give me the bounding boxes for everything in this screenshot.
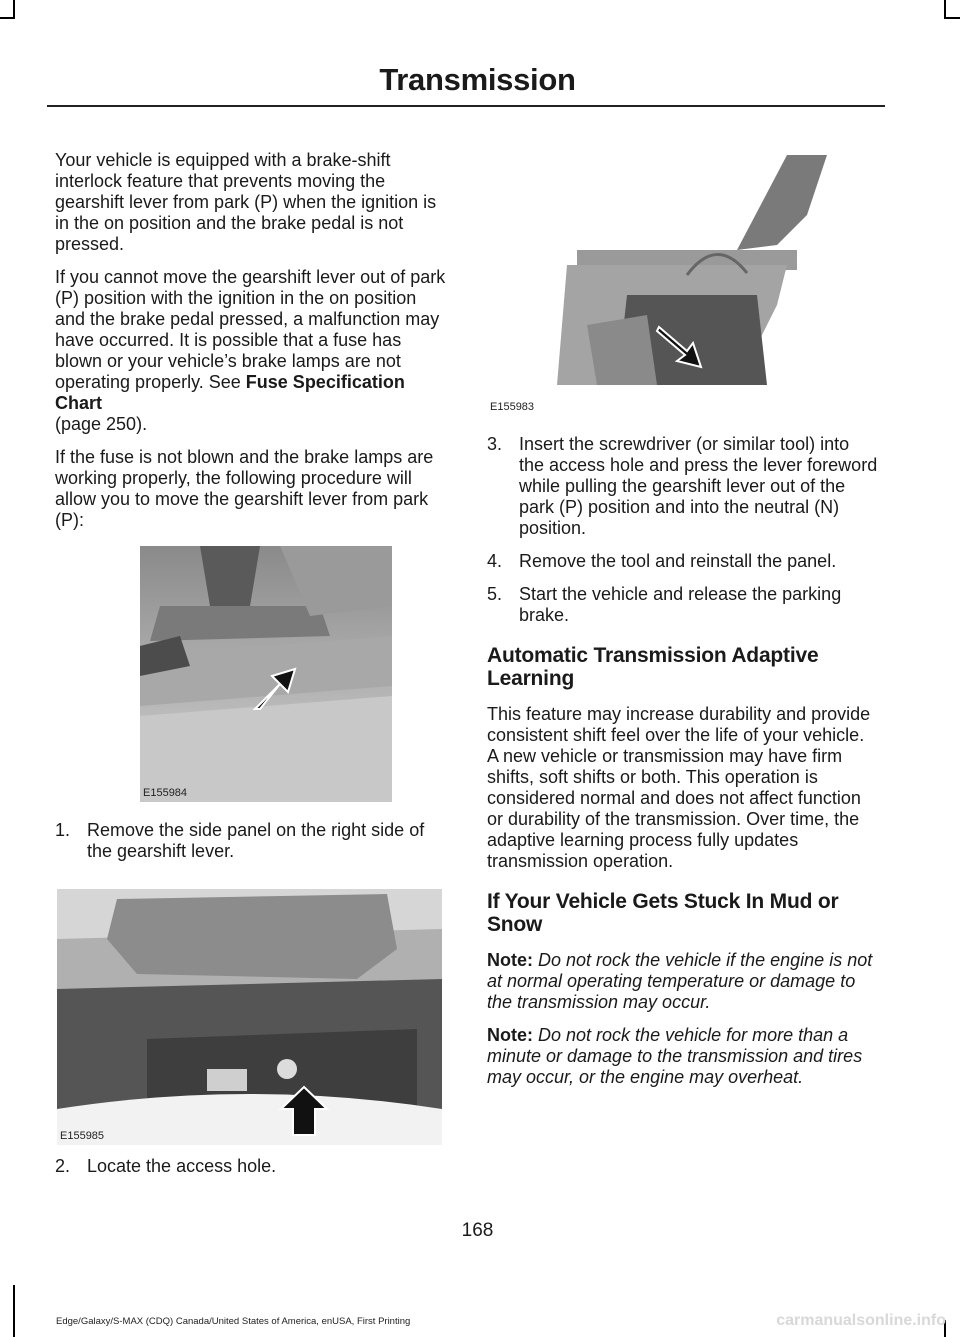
note-text: Do not rock the vehicle for more than a minute or damage to the transmission and tires may occur, or the engine may overheat.: [487, 1025, 863, 1087]
crop-mark: [944, 0, 946, 18]
step-text: Locate the access hole.: [87, 1156, 277, 1176]
note-label: Note:: [487, 1025, 533, 1045]
paragraph-adaptive-learning: This feature may increase durability and provide consistent shift feel over the life of your vehicle. A new vehicle or transmission may have firm shifts, soft shifts or both. This operation is considered normal and does not affect function or durability of the transmission. Over time, the adaptive learning process fully updates transmission operation.: [487, 704, 871, 871]
arrow-icon: [653, 319, 705, 371]
heading-adaptive-learning: Automatic Transmission Adaptive Learning: [487, 644, 819, 690]
note-2: [487, 1025, 879, 1088]
step-number: 3.: [487, 434, 503, 454]
step-number: 5.: [487, 584, 503, 604]
fuse-chart-link[interactable]: Fuse Specification Chart: [55, 372, 405, 413]
step-text: Remove the side panel on the right side of the gearshift lever.: [87, 820, 425, 861]
step-number: 2.: [55, 1156, 71, 1176]
crop-mark: [13, 1285, 15, 1337]
figure-access-hole: [57, 889, 442, 1145]
step-number: 4.: [487, 551, 503, 571]
arrow-icon: [250, 664, 300, 714]
arrow-icon: [279, 1085, 329, 1137]
step-5: [487, 584, 879, 626]
crop-mark: [13, 0, 15, 18]
paragraph-procedure: If the fuse is not blown and the brake lamps are working properly, the following procedure will allow you to move the gearshift lever from park (P):: [55, 447, 434, 530]
step-text: Insert the screwdriver (or similar tool) into the access hole and press the lever foreword while pulling the gearshift lever out of the park (P) position and into the neutral (N) position.: [519, 434, 878, 538]
step-number: 1.: [55, 820, 71, 840]
figure-label: E155985: [60, 1130, 105, 1142]
heading-stuck-in-mud: If Your Vehicle Gets Stuck In Mud or Snow: [487, 890, 839, 936]
note-label: Note:: [487, 950, 533, 970]
step-4: [487, 551, 879, 572]
figure-label: E155983: [490, 401, 535, 413]
left-column: [55, 150, 447, 543]
note-1: [487, 950, 879, 1013]
figure-label: E155984: [143, 787, 188, 799]
paragraph-malfunction: If you cannot move the gearshift lever out of park (P) position with the ignition in the on position and the brake pedal pressed, a malfunction may have occurred. It is possible that a fuse has blown or your vehicle’s brake lamps are not operating properly. See Fuse Specification Chart (page 250).: [55, 267, 446, 434]
step-3: [487, 434, 879, 539]
screwdriver-illustration: [487, 155, 877, 413]
watermark: carmanualsonline.info: [776, 1312, 946, 1329]
figure-side-panel: [140, 546, 392, 802]
note-text: Do not rock the vehicle if the engine is not at normal operating temperature or damage to the transmission may occur.: [487, 950, 873, 1012]
step-text: Start the vehicle and release the parking brake.: [519, 584, 842, 625]
edition-footer: Edge/Galaxy/S-MAX (CDQ) Canada/United States of America, enUSA, First Printing: [56, 1316, 411, 1327]
step-2: [55, 1156, 447, 1189]
crop-mark: [0, 17, 15, 19]
page-title: Transmission: [379, 62, 576, 97]
page-reference: (page 250).: [55, 414, 148, 434]
right-column: [487, 434, 879, 1100]
header-rule: [47, 105, 885, 107]
page-number: 168: [461, 1220, 494, 1241]
crop-mark: [944, 17, 960, 19]
paragraph-interlock: Your vehicle is equipped with a brake-shift interlock feature that prevents moving the gearshift lever from park (P) when the ignition is in the on position and the brake pedal is not pressed.: [55, 150, 437, 254]
access-hole-illustration: [57, 889, 442, 1145]
figure-screwdriver: [487, 155, 877, 413]
step-text: Remove the tool and reinstall the panel.: [519, 551, 837, 571]
step-1: [55, 820, 447, 874]
